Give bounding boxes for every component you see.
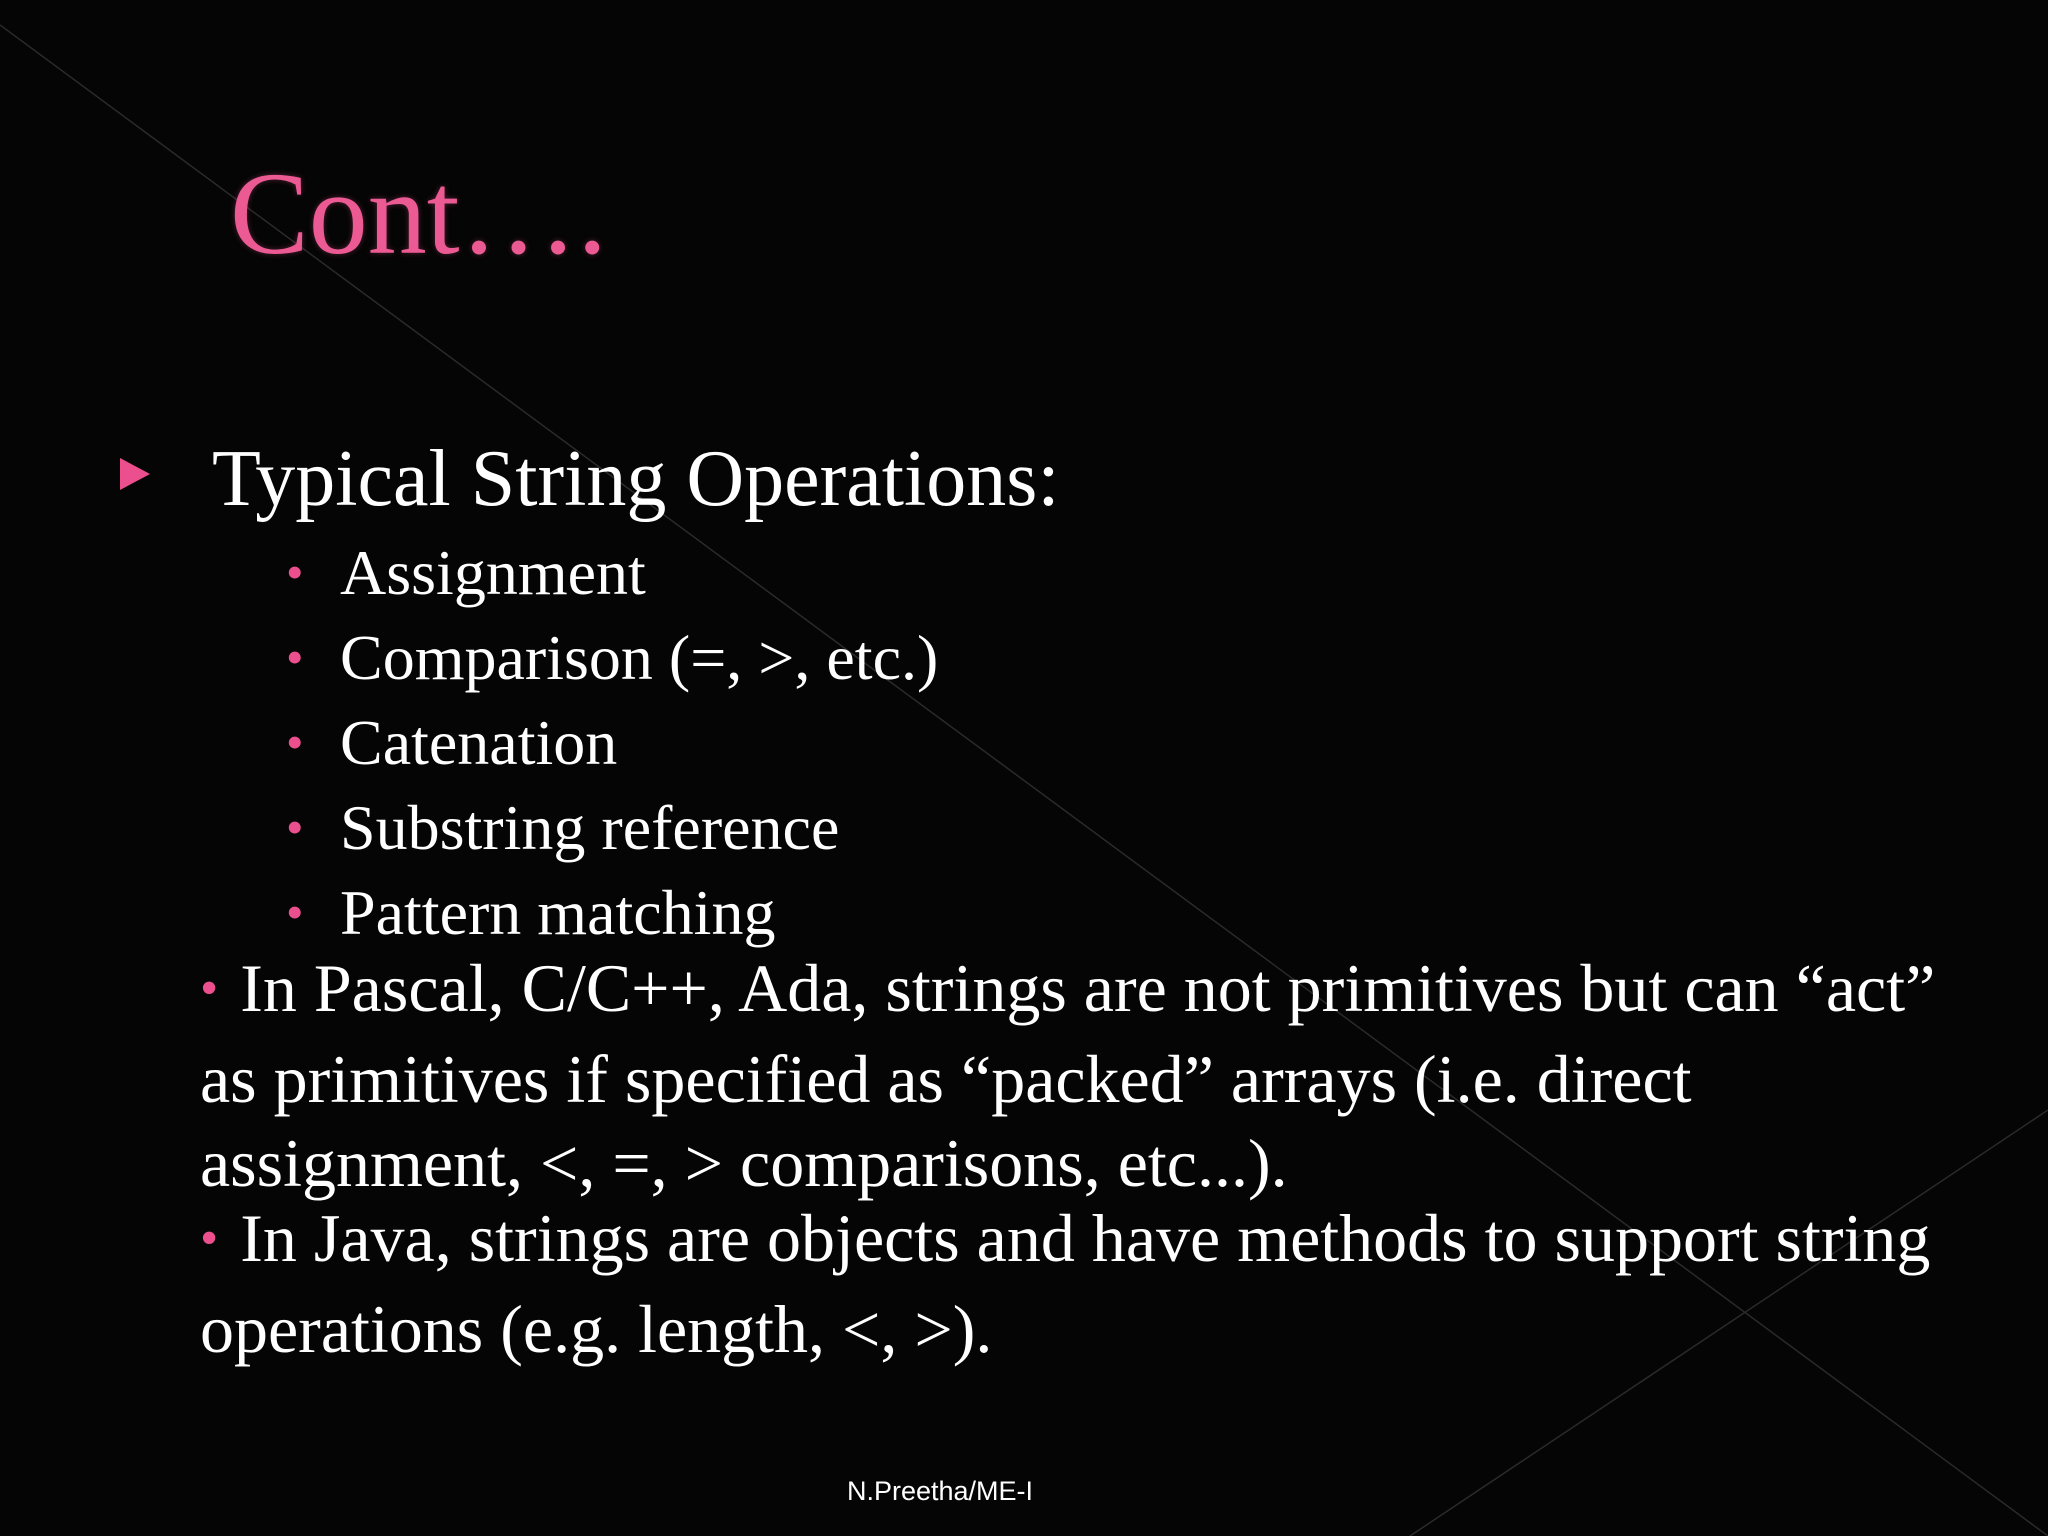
slide-title: Cont….: [230, 148, 607, 279]
list-item-label: Catenation: [340, 707, 618, 778]
paragraph-pascal: [200, 946, 1960, 1205]
dot-bullet-icon: •: [286, 884, 304, 940]
list-item-label: Substring reference: [340, 792, 840, 863]
list-item: [286, 870, 938, 955]
paragraph-text: In Java, strings are objects and have methods to support string operations (e.g. length, <, >).: [200, 1200, 1931, 1367]
slide-footer: N.Preetha/ME-I: [846, 1476, 1034, 1506]
dot-bullet-icon: •: [200, 960, 219, 1017]
dot-bullet-icon: •: [200, 1210, 219, 1267]
main-heading: Typical String Operations:: [212, 435, 1060, 523]
list-item-label: Pattern matching: [340, 877, 776, 948]
paragraph-text: In Pascal, C/C++, Ada, strings are not primitives but can “act” as primitives if specified as “packed” arrays (i.e. direct assignment, <, =, > comparisons, etc...).: [200, 950, 1936, 1201]
dot-bullet-icon: •: [286, 629, 304, 685]
list-item: [286, 530, 938, 615]
list-item: [286, 615, 938, 700]
list-item-label: Comparison (=, >, etc.): [340, 622, 939, 693]
triangle-bullet-icon: [120, 458, 150, 490]
dot-bullet-icon: •: [286, 544, 304, 600]
dot-bullet-icon: •: [286, 799, 304, 855]
main-bullet-row: [120, 432, 1060, 527]
list-item-label: Assignment: [340, 537, 646, 608]
dot-bullet-icon: •: [286, 714, 304, 770]
paragraph-java: [200, 1196, 1960, 1371]
list-item: [286, 785, 938, 870]
sub-bullet-list: [286, 530, 938, 955]
list-item: [286, 700, 938, 785]
